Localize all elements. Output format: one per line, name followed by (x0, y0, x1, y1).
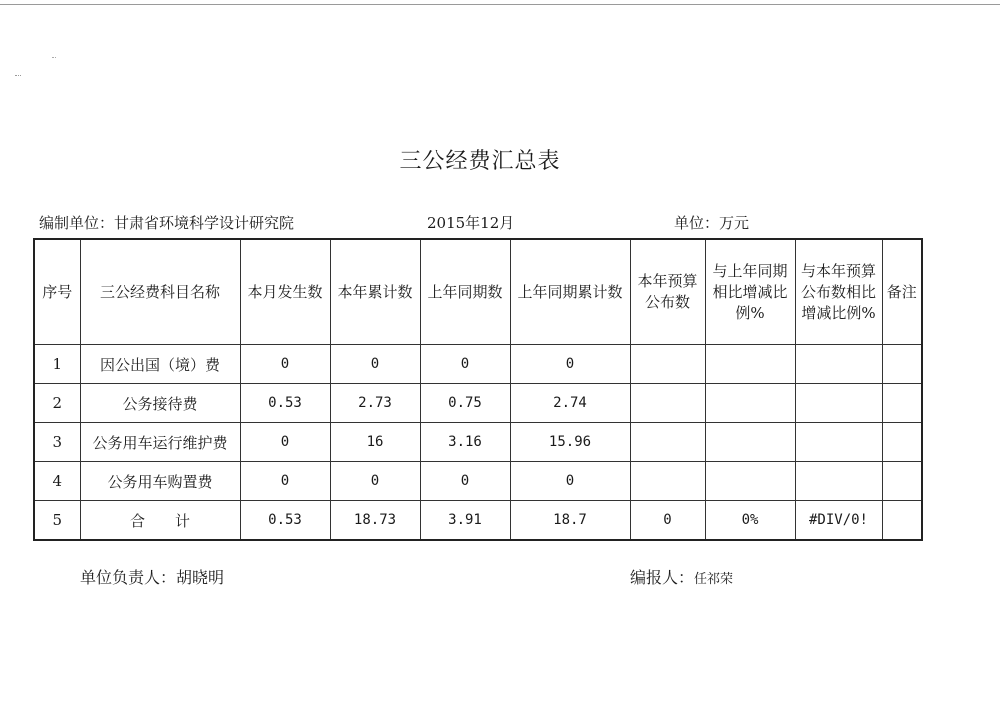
table-row (34, 384, 922, 423)
cell-remarks (882, 423, 922, 462)
cell-item-name: 公务接待费 (80, 384, 240, 423)
reporter-signature (630, 565, 733, 588)
table-header-row (34, 239, 922, 345)
currency-unit: 单位：万元 (674, 214, 750, 232)
cell-budget-published (630, 423, 705, 462)
header-year-cumulative: 本年累计数 (330, 239, 420, 345)
cell-budget-change (795, 423, 882, 462)
cell-item-name: 公务用车运行维护费 (80, 423, 240, 462)
cell-year-cumulative: 16 (330, 423, 420, 462)
cell-remarks (882, 345, 922, 384)
cell-item-name: 合 计 (80, 501, 240, 541)
cell-remarks (882, 501, 922, 541)
cell-yoy-change (705, 462, 795, 501)
cell-item-name: 公务用车购置费 (80, 462, 240, 501)
header-item-name: 三公经费科目名称 (80, 239, 240, 345)
cell-budget-change: #DIV/0! (795, 501, 882, 541)
header-last-year-cumulative: 上年同期累计数 (510, 239, 630, 345)
header-month-amount: 本月发生数 (240, 239, 330, 345)
cell-yoy-change (705, 384, 795, 423)
cell-year-cumulative: 0 (330, 462, 420, 501)
unit-leader-signature (80, 565, 224, 588)
report-date: 2015年12月 (427, 214, 515, 232)
header-budget-published: 本年预算公布数 (630, 239, 705, 345)
cell-index: 1 (34, 345, 80, 384)
cell-remarks (882, 384, 922, 423)
cell-last-year-cumulative: 0 (510, 345, 630, 384)
cell-month-amount: 0 (240, 345, 330, 384)
cell-budget-published: 0 (630, 501, 705, 541)
cell-last-year-cumulative: 2.74 (510, 384, 630, 423)
compiling-unit: 编制单位：甘肃省环境科学设计研究院 (39, 214, 295, 232)
expense-summary-table (33, 238, 923, 541)
table-row (34, 345, 922, 384)
cell-year-cumulative: 18.73 (330, 501, 420, 541)
cell-last-year-same-period: 3.16 (420, 423, 510, 462)
cell-index: 4 (34, 462, 80, 501)
cell-last-year-same-period: 3.91 (420, 501, 510, 541)
cell-last-year-same-period: 0 (420, 345, 510, 384)
cell-yoy-change (705, 423, 795, 462)
cell-year-cumulative: 0 (330, 345, 420, 384)
scan-speck (52, 57, 56, 61)
reporter-name: 任祁荣 (694, 572, 734, 587)
table-row-total (34, 501, 922, 541)
scan-edge-line (0, 4, 1000, 5)
cell-month-amount: 0.53 (240, 501, 330, 541)
cell-budget-change (795, 462, 882, 501)
cell-index: 5 (34, 501, 80, 541)
cell-remarks (882, 462, 922, 501)
cell-budget-published (630, 384, 705, 423)
cell-last-year-cumulative: 18.7 (510, 501, 630, 541)
cell-last-year-cumulative: 0 (510, 462, 630, 501)
scan-speck (15, 75, 21, 80)
cell-last-year-same-period: 0 (420, 462, 510, 501)
leader-name: 胡晓明 (176, 568, 225, 587)
cell-last-year-cumulative: 15.96 (510, 423, 630, 462)
cell-index: 2 (34, 384, 80, 423)
cell-yoy-change: 0% (705, 501, 795, 541)
cell-index: 3 (34, 423, 80, 462)
document-title: 三公经费汇总表 (399, 149, 561, 174)
cell-yoy-change (705, 345, 795, 384)
header-index: 序号 (34, 239, 80, 345)
leader-label: 单位负责人： (80, 568, 177, 587)
cell-budget-published (630, 345, 705, 384)
cell-year-cumulative: 2.73 (330, 384, 420, 423)
cell-budget-published (630, 462, 705, 501)
cell-budget-change (795, 384, 882, 423)
header-budget-change: 与本年预算公布数相比增减比例% (795, 239, 882, 345)
cell-item-name: 因公出国（境）费 (80, 345, 240, 384)
table-row (34, 462, 922, 501)
cell-month-amount: 0 (240, 462, 330, 501)
table-row (34, 423, 922, 462)
cell-last-year-same-period: 0.75 (420, 384, 510, 423)
cell-month-amount: 0 (240, 423, 330, 462)
cell-budget-change (795, 345, 882, 384)
header-remarks: 备注 (882, 239, 922, 345)
reporter-label: 编报人： (630, 568, 695, 587)
header-yoy-change: 与上年同期相比增减比例% (705, 239, 795, 345)
cell-month-amount: 0.53 (240, 384, 330, 423)
header-last-year-same-period: 上年同期数 (420, 239, 510, 345)
